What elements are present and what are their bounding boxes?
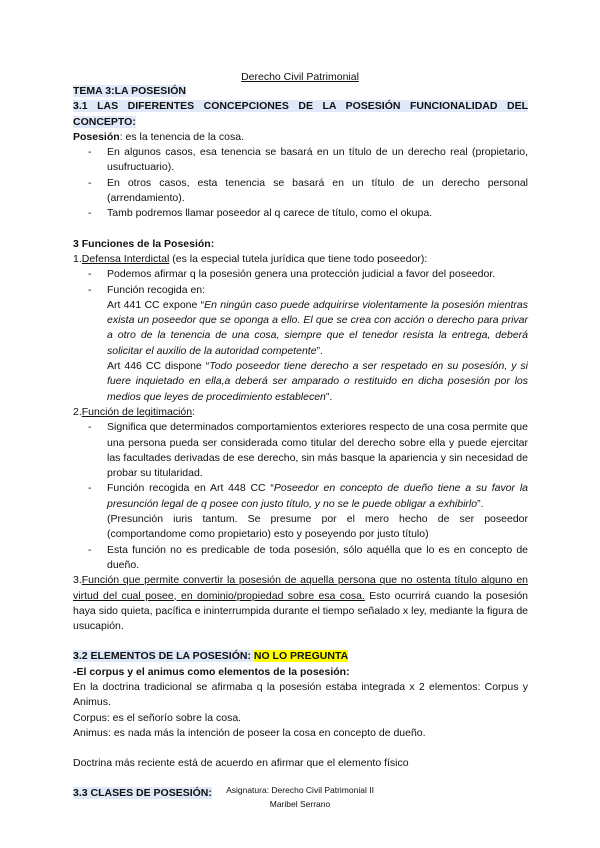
no-lo-pregunta-flag: NO LO PREGUNTA: [253, 650, 349, 663]
list-item: - Tamb podremos llamar poseedor al q carece de título, como el okupa.: [107, 206, 528, 221]
document-header-title: Derecho Civil Patrimonial: [241, 71, 359, 83]
section-3-1-heading: 3.1 LAS DIFERENTES CONCEPCIONES DE LA POSESIÓN FUNCIONALIDAD DEL CONCEPTO:: [73, 100, 528, 128]
footer-subject: Asignatura: Derecho Civil Patrimonial II: [226, 785, 374, 795]
list-item: - En otros casos, esta tenencia se basará en un título de un derecho personal (arrendamiento).: [107, 176, 528, 207]
list-item: - Podemos afirmar q la posesión genera una protección judicial a favor del poseedor.: [107, 267, 528, 282]
list-item: - Significa que determinados comportamientos exteriores respecto de una cosa permite que una persona pueda ser considerada como titular del derecho sobre ella y puede ejercitar las facultades derivadas de ese derecho, sin más basque la apariencia y sin necesidad de probar su titularidad.: [107, 420, 528, 481]
art-446-citation: Art 446 CC dispone “Todo poseedor tiene derecho a ser respetado en su posesión, y si fuere inquietado en ella,a deberá ser amparado o restituido en dicha posesión por los medios que leyes de procedimiento establecen”.: [107, 360, 528, 403]
funcion-1-title: 1.Defensa Interdictal (es la especial tutela jurídica que tiene todo poseedor):: [73, 252, 428, 265]
art-441-citation: Art 441 CC expone “En ningún caso puede adquirirse violentamente la posesión mientras exista un poseedor que se oponga a ello. El que se crea con acción o derecho para privar a otro de la tenencia de una cosa, siempre que el tenedor resista la entrega, deberá solicitar el auxilio de la autoridad competente”.: [107, 298, 528, 357]
doctrina-tradicional-paragraph: En la doctrina tradicional se afirmaba q la posesión estaba integrada x 2 elementos: Corpus y Animus.: [73, 680, 528, 709]
funcion-1-bullets: [73, 267, 528, 405]
list-item: - Función recogida en: Art 441 CC expone “En ningún caso puede adquirirse violentamente la posesión mientras exista un poseedor que se oponga a ello. El que se crea con acción o derecho para privar a otro de la tenencia de una cosa, siempre que el tenedor resista la entrega, deberá solicitar el auxilio de la autoridad competente”. Art 446 CC dispone “Todo poseedor tiene derecho a ser respetado en su posesión, y si fuere inquietado en ella,a deberá ser amparado o restituido en dicha posesión por los medios que leyes de procedimiento establecen”.: [107, 283, 528, 405]
funcion-2-title: 2.Función de legitimación:: [73, 405, 195, 418]
page-footer: [0, 783, 600, 811]
funcion-2-bullets: [73, 420, 528, 573]
list-item: - Función recogida en Art 448 CC “Poseedor en concepto de dueño tiene a su favor la presunción legal de q posee con justo título, y no se le puede obligar a exhibirlo”. (Presunción iuris tantum. Se presume por el mero hecho de ser poseedor (comportandome como propietario) esto y poseyendo por justo título): [107, 481, 528, 542]
section-3-3-heading: 3.3 CLASES DE POSESIÓN:: [73, 787, 212, 800]
corpus-paragraph: Corpus: es el señorío sobre la cosa.: [73, 711, 242, 724]
list-item: - En algunos casos, esa tenencia se basará en un título de un derecho real (propietario, usufructuario).: [107, 145, 528, 176]
corpus-animus-subheading: -El corpus y el animus como elementos de la posesión:: [73, 665, 350, 678]
posesion-definition: Posesión: es la tenencia de la cosa.: [73, 130, 245, 143]
section-3-2-heading: 3.2 ELEMENTOS DE LA POSESIÓN: NO LO PREGUNTA: [73, 650, 349, 663]
posesion-bullets: [73, 145, 528, 221]
funcion-3-paragraph: 3.Función que permite convertir la posesión de aquella persona que no ostenta título alguno en virtud del cual posee, en dominio/propiedad sobre esa cosa. Esto ocurrirá cuando la posesión haya sido quieta, pacífica e ininterrumpida durante el tiempo señalado x ley, mediante la figura de usucapión.: [73, 574, 528, 633]
funciones-heading: 3 Funciones de la Posesión:: [73, 237, 215, 250]
footer-author: Maribel Serrano: [269, 799, 331, 809]
document-body: [73, 84, 528, 802]
doctrina-reciente-paragraph: Doctrina más reciente está de acuerdo en afirmar que el elemento físico: [73, 757, 409, 770]
tema-title: TEMA 3:LA POSESIÓN: [73, 85, 186, 97]
animus-paragraph: Animus: es nada más la intención de poseer la cosa en concepto de dueño.: [73, 726, 426, 739]
list-item: - Esta función no es predicable de toda posesión, sólo aquélla que lo es en concepto de dueño.: [107, 543, 528, 574]
